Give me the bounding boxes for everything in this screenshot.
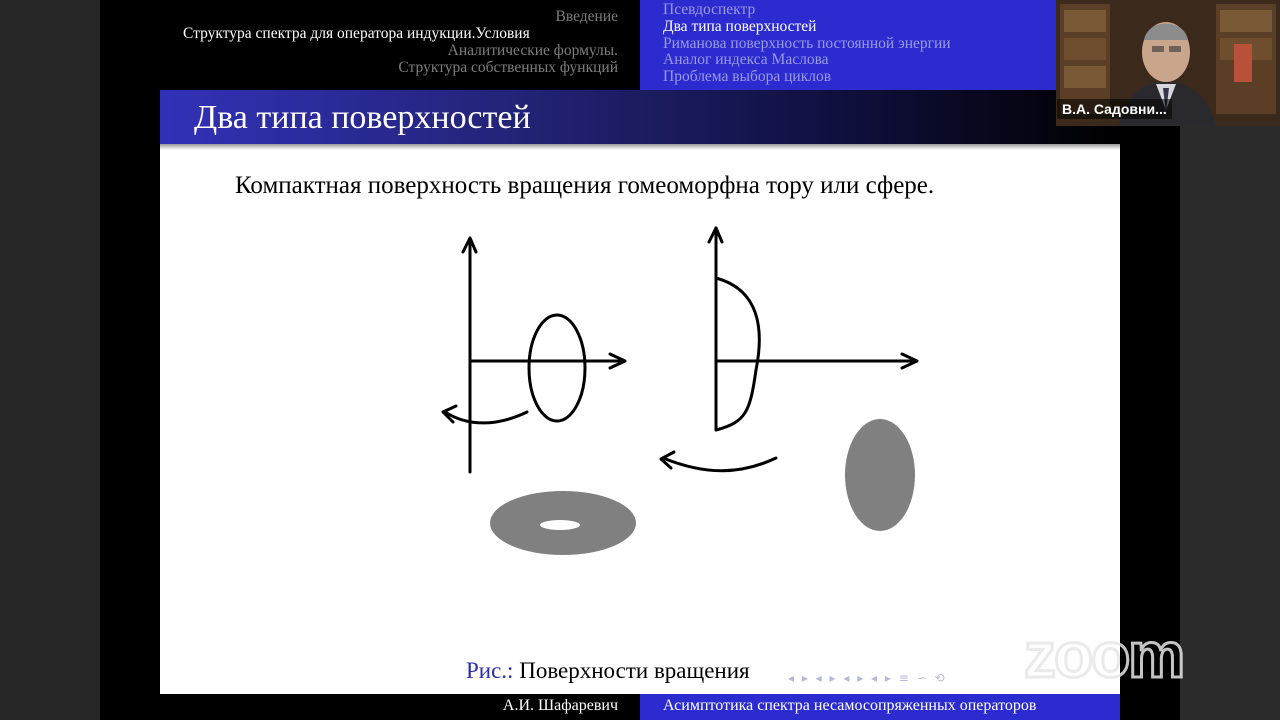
beamer-navigation-symbols[interactable]: ◂ ▸ ◂ ▸ ◂ ▸ ◂ ▸ ≡ ∽ ⟲ (788, 671, 947, 685)
right-rotation-arrow (663, 458, 776, 471)
participant-name: В.А. Садовни... (1057, 99, 1172, 119)
left-rotation-arrow (445, 412, 527, 423)
left-background (0, 0, 100, 720)
footer-author-bar (160, 694, 640, 720)
section-link-formulas[interactable]: Аналитические формулы. (447, 42, 618, 59)
caption-text: Поверхности вращения (519, 658, 750, 683)
subsection-link-maslov-index[interactable]: Аналог индекса Маслова (663, 51, 829, 68)
subsection-link-two-surfaces[interactable]: Два типа поверхностей (663, 18, 817, 35)
section-navigation (160, 0, 640, 90)
section-link-intro[interactable]: Введение (555, 8, 618, 25)
slide-body (160, 150, 1120, 694)
frame-title: Два типа поверхностей (194, 99, 531, 136)
subsection-link-cycle-choice[interactable]: Проблема выбора циклов (663, 68, 832, 85)
participant-video-tile[interactable] (1056, 0, 1280, 126)
surfaces-figure (160, 150, 1120, 694)
arc-generator (716, 278, 759, 430)
footer-author: А.И. Шафаревич (502, 697, 618, 714)
footer-title-bar (640, 694, 1120, 720)
subsection-link-riemann-surface[interactable]: Риманова поверхность постоянной энергии (663, 35, 951, 52)
slide-text: Компактная поверхность вращения гомеоморфна тору или сфере. (235, 172, 935, 199)
section-link-spectrum[interactable]: Структура спектра для оператора индукции.Условия (183, 25, 530, 42)
circle-generator (529, 315, 585, 421)
section-link-eigenfunctions[interactable]: Структура собственных функций (398, 59, 618, 76)
zoom-watermark-logo: zoom (1024, 619, 1184, 691)
caption-label: Рис.: (466, 658, 514, 683)
frame-title-bar (160, 90, 1120, 144)
torus-hole (540, 520, 580, 530)
subsection-link-pseudospectrum[interactable]: Псевдоспектр (663, 1, 756, 18)
subsection-navigation (640, 0, 1060, 90)
sphere-surface (845, 419, 915, 531)
footer-talk-title: Асимптотика спектра несамосопряженных операторов (663, 697, 1037, 714)
figure-caption (466, 658, 750, 684)
